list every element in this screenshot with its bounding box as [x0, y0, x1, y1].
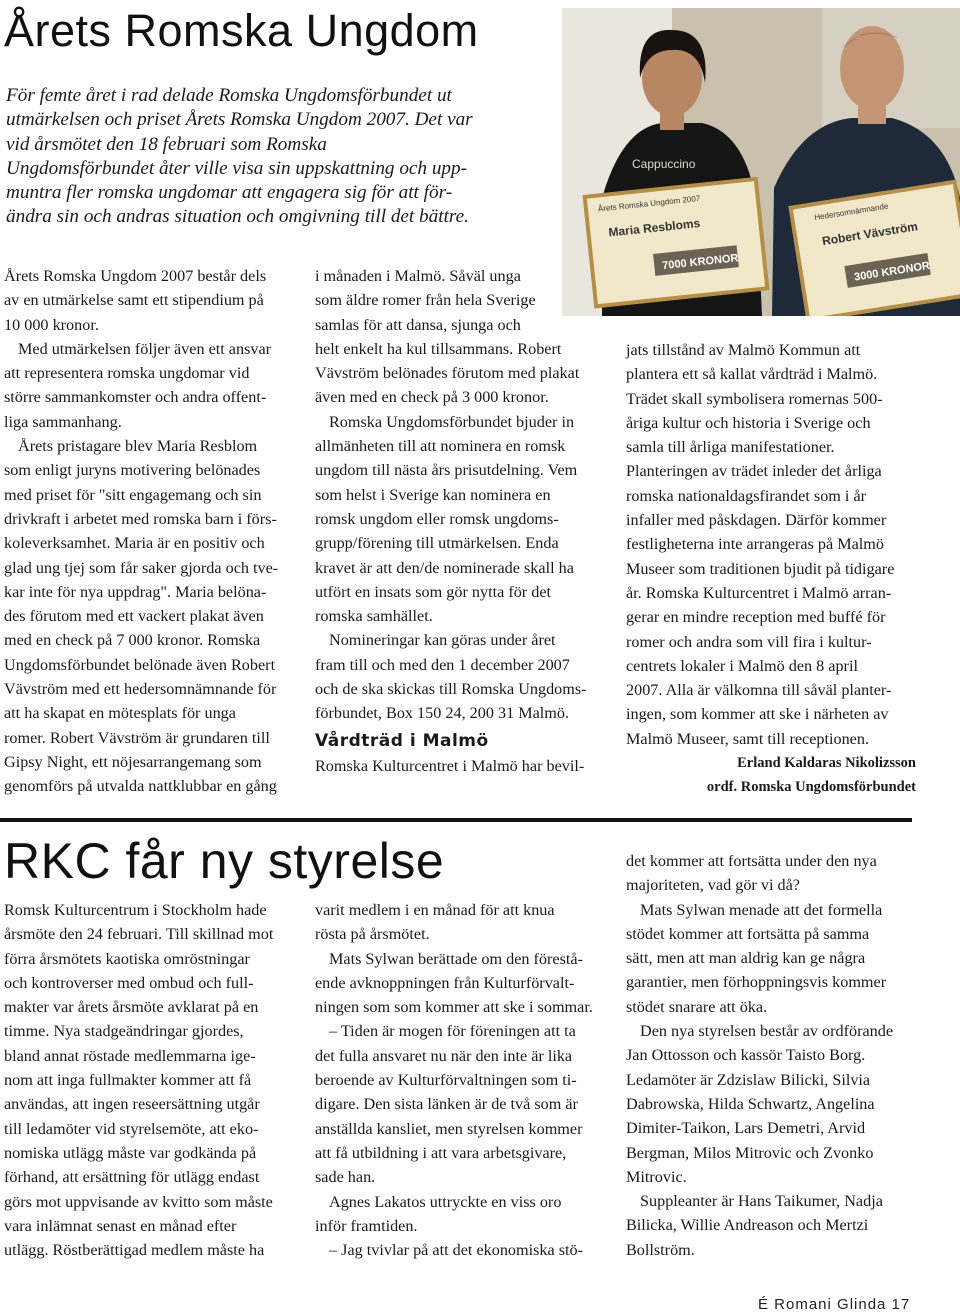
article-title: RKC får ny styrelse — [4, 833, 445, 889]
text-line: romska samhället. — [315, 607, 433, 626]
text-line: genomförs på utvalda nattklubbar en gång — [4, 777, 277, 796]
left-check-label: Årets Romska Ungdom 2007 — [597, 193, 701, 214]
text-line: förra årsmötets kaotiska omröstningar — [4, 949, 250, 968]
text-line: – Jag tvivlar på att det ekonomiska stö- — [329, 1241, 583, 1260]
text-line: makter var årets årsmöte avklarat på en — [4, 998, 259, 1017]
text-line: Nomineringar kan göras under året — [329, 631, 556, 650]
intro-line: utmärkelsen och priset Årets Romska Ungdom 2007. Det var — [6, 109, 473, 131]
text-line: vara inlämnat senast en månad efter — [4, 1216, 237, 1235]
text-line: Årets pristagare blev Maria Resblom — [18, 437, 258, 456]
article-column-3 — [626, 338, 916, 800]
right-check-label: Hedersomnämnande — [813, 201, 889, 223]
text-line: med priset för "sitt engagemang och sin — [4, 485, 262, 504]
text-line: med en check på 7 000 kronor. Romska — [4, 631, 261, 650]
text-line: som äldre romer från hela Sverige — [315, 291, 536, 310]
text-line: Bilicka, Willie Andreason och Mertzi — [626, 1216, 869, 1235]
text-line: åriga kultur och historia i Sverige och — [626, 413, 871, 432]
text-line: Bollström. — [626, 1240, 695, 1259]
text-line: romer. Robert Vävström är grundaren till — [4, 728, 270, 747]
text-line: rösta på årsmötet. — [315, 925, 430, 944]
text-line: gerar en mindre reception med buffé för — [626, 608, 886, 627]
section-divider — [0, 818, 912, 822]
text-line: majoriteten, vad gör vi då? — [626, 876, 800, 895]
text-line: timme. Nya stadgeändringar gjordes, — [4, 1022, 244, 1041]
text-line: större sammankomster och andra offent- — [4, 388, 267, 407]
text-line: fram till och med den 1 december 2007 — [315, 655, 570, 674]
text-line: beroende av Kulturförvaltningen som ti- — [315, 1071, 577, 1090]
text-line: Vävström belönades förutom med plakat — [315, 364, 580, 383]
text-line: 10 000 kronor. — [4, 315, 99, 334]
text-line: Romsk Kulturcentrum i Stockholm hade — [4, 901, 267, 919]
text-line: att ha skapat en mötesplats för unga — [4, 704, 236, 723]
text-line: plantera ett så kallat vårdträd i Malmö. — [626, 365, 878, 384]
text-line: ungdom till nästa års prisutdelning. Vem — [315, 461, 578, 480]
text-line: Museer som traditionen bjudit på tidigare — [626, 559, 895, 578]
text-line: Den nya styrelsen består av ordförande — [640, 1022, 894, 1041]
text-line: Romska Ungdomsförbundet bjuder in — [329, 412, 575, 431]
section-subheading: Vårdträd i Malmö — [315, 730, 489, 751]
text-line: användas, att ingen reseersättning utgår — [4, 1095, 260, 1114]
intro-line: ändra sin och andras situation och omgivning till det bättre. — [6, 206, 469, 228]
right-check-amount: 3000 KRONOR — [853, 259, 931, 284]
text-line: koleverksamhet. Maria är en positiv och — [4, 534, 265, 553]
text-line: görs mot uppvisande av kvitto som måste — [4, 1192, 273, 1211]
text-line: även med en check på 3 000 kronor. — [315, 388, 549, 407]
text-line: Mitrovic. — [626, 1167, 687, 1186]
text-line: och de ska skickas till Romska Ungdoms- — [315, 680, 587, 699]
text-line: anställda kansliet, men styrelsen kommer — [315, 1119, 583, 1138]
text-line: Gipsy Night, ett nöjesarrangemang som — [4, 752, 262, 771]
article-column-2 — [315, 898, 615, 1262]
article-column-3 — [626, 849, 916, 1262]
text-line: Suppleanter är Hans Taikumer, Nadja — [640, 1192, 883, 1211]
text-line: i månaden i Malmö. Såväl unga — [315, 267, 521, 285]
text-line: romsk ungdom eller romsk ungdoms- — [315, 509, 559, 528]
text-line: Malmö Museer, samt till receptionen. — [626, 729, 870, 748]
text-line: samla till årliga manifestationer. — [626, 438, 835, 457]
text-line: kravet är att den/de nominerade skall ha — [315, 558, 574, 577]
text-line: det fulla ansvaret nu när den inte är lika — [315, 1046, 573, 1065]
text-line: nomiska utlägg måste var godkända på — [4, 1143, 257, 1162]
text-line: varit medlem i en månad för att knua — [315, 901, 555, 919]
text-line: infaller med påskdagen. Därför kommer — [626, 511, 887, 530]
text-line: förbundet, Box 150 24, 200 31 Malmö. — [315, 704, 570, 723]
left-check-name: Maria Resbloms — [607, 215, 701, 240]
text-line: romska nationaldagsfirandet som i år — [626, 486, 867, 505]
text-line: stödet snarare att öka. — [626, 997, 768, 1016]
text-line: Årets Romska Ungdom 2007 består dels — [4, 267, 267, 285]
text-line: utlägg. Röstberättigad medlem måste ha — [4, 1241, 265, 1260]
left-check-amount: 7000 KRONOR — [661, 252, 739, 273]
right-check-name: Robert Vävström — [821, 219, 919, 249]
shirt-text: Cappuccino — [632, 157, 696, 171]
text-line: att representera romska ungdomar vid — [4, 364, 250, 383]
text-line: inför framtiden. — [315, 1216, 418, 1235]
text-line: att få utbildning i att vara arbetsgivare, — [315, 1143, 567, 1162]
text-line: som helst i Sverige kan nominera en — [315, 485, 551, 504]
article-intro — [6, 84, 556, 230]
text-line: samlas för att dansa, sjunga och — [315, 315, 521, 334]
text-line: Agnes Lakatos uttryckte en viss oro — [329, 1192, 562, 1211]
intro-line: muntra fler romska ungdomar att engagera sig för att för- — [6, 182, 453, 204]
text-line: av en utmärkelse samt ett stipendium på — [4, 291, 264, 310]
text-line: som enligt juryns motivering belönades — [4, 461, 261, 480]
text-line: 2007. Alla är välkomna till såväl planter- — [626, 681, 892, 700]
text-line: bland annat röstade medlemmarna ige- — [4, 1046, 256, 1065]
text-line: ingen, som kommer att ske i närheten av — [626, 705, 889, 724]
signature-name: Erland Kaldaras Nikolizsson — [737, 755, 916, 772]
text-line: förhand, att ersättning för utlägg endast — [4, 1168, 260, 1187]
text-line: och kontroverser med ombud och full- — [4, 973, 254, 992]
text-line: årsmöte den 24 februari. Till skillnad mot — [4, 925, 274, 944]
text-line: Med utmärkelsen följer även ett ansvar — [18, 339, 272, 358]
article-title: Årets Romska Ungdom — [4, 5, 479, 56]
text-line: Ledamöter är Zdzislaw Bilicki, Silvia — [626, 1070, 871, 1089]
text-line: Jan Ottosson och kassör Taisto Borg. — [626, 1046, 866, 1065]
text-line: digare. Den sista länken är de två som är — [315, 1095, 578, 1114]
text-line: utfört en insats som gör nytta för det — [315, 582, 552, 601]
text-line: – Tiden är mogen för föreningen att ta — [329, 1022, 576, 1041]
text-line: Mats Sylwan berättade om den förestå- — [329, 949, 583, 968]
text-line: det kommer att fortsätta under den nya — [626, 852, 877, 870]
text-line: Vävström med ett hedersomnämnande för — [4, 680, 277, 699]
text-line: Bergman, Milos Mitrovic och Zvonko — [626, 1143, 874, 1162]
award-photo — [562, 8, 960, 316]
intro-line: vid årsmötet den 18 februari som Romska — [6, 133, 327, 155]
text-line: sätt, men att man aldrig kan ge några — [626, 949, 866, 968]
text-line: des förutom med ett vackert plakat även — [4, 607, 264, 626]
text-line: romer och andra som vill fira i kultur- — [626, 632, 872, 651]
text-line: år. Romska Kulturcentret i Malmö arran- — [626, 583, 892, 602]
text-line: garantier, men förhoppningsvis kommer — [626, 973, 887, 992]
text-line: Ungdomsförbundet belönade även Robert — [4, 655, 276, 674]
text-line: ende avknoppningen från Kulturförvalt- — [315, 973, 575, 992]
text-line: jats tillstånd av Malmö Kommun att — [626, 341, 861, 359]
text-line: sade han. — [315, 1168, 376, 1187]
text-line: Dimiter-Taikon, Lars Demetri, Arvid — [626, 1119, 866, 1138]
text-line: Mats Sylwan menade att det formella — [640, 900, 883, 919]
intro-line: För femte året i rad delade Romska Ungdomsförbundet ut — [6, 85, 452, 106]
text-line: till ledamöter vid styrelsemöte, att eko- — [4, 1119, 259, 1138]
text-line: Dabrowska, Hilda Schwartz, Angelina — [626, 1094, 875, 1113]
text-line: Romska Kulturcentret i Malmö har bevil- — [315, 756, 585, 775]
text-line: liga sammanhang. — [4, 412, 122, 431]
text-line: kar inte för nya uppdrag". Maria belöna- — [4, 582, 267, 601]
text-line: allmänheten till att nominera en romsk — [315, 437, 566, 456]
text-line: festligheterna inte arrangeras på Malmö — [626, 535, 884, 554]
text-line: ningen som som kommer att ske i sommar. — [315, 998, 593, 1017]
article-column-2 — [315, 264, 615, 778]
signature-title: ordf. Romska Ungdomsförbundet — [706, 779, 916, 796]
text-line: nom att inga fullmakter kommer att få — [4, 1071, 252, 1090]
text-line: grupp/förening till utmärkelsen. Enda — [315, 534, 559, 553]
page-footer: É Romani Glinda 17 — [758, 1296, 911, 1313]
text-line: glad ung tjej som får saker gjorda och tve- — [4, 558, 279, 577]
text-line: Trädet skall symbolisera romernas 500- — [626, 389, 883, 408]
text-line: Planteringen av trädet inleder det årliga — [626, 462, 882, 481]
text-line: helt enkelt ha kul tillsammans. Robert — [315, 339, 562, 358]
article-column-1 — [4, 898, 304, 1262]
intro-line: Ungdomsförbundet åter ville visa sin uppskattning och upp- — [6, 157, 467, 179]
text-line: centrets lokaler i Malmö den 8 april — [626, 656, 858, 675]
article-column-1 — [4, 264, 304, 799]
text-line: stödet kommer att fortsätta på samma — [626, 924, 870, 943]
text-line: drivkraft i arbetet med romska barn i förs- — [4, 509, 277, 528]
